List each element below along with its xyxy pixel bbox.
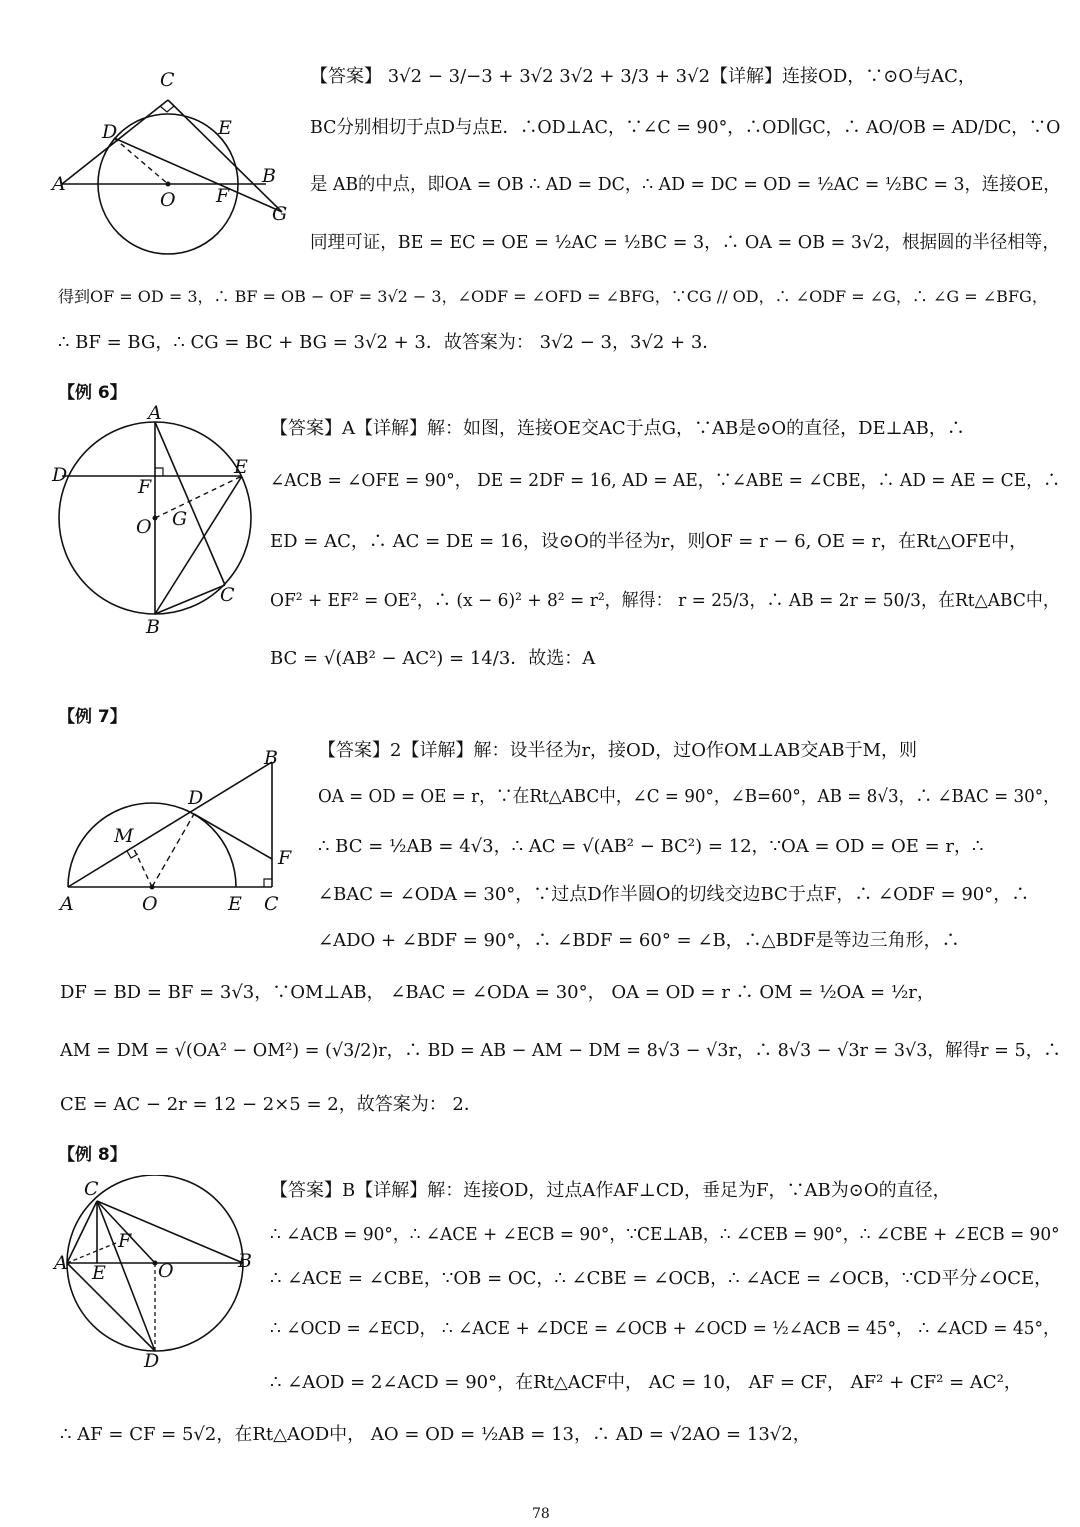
ex7-diagram	[50, 742, 310, 922]
ex8-line-2: ∴ ∠ACB = 90°，∴ ∠ACE + ∠ECB = 90°，∵CE⊥AB，∴ ∠CEB = 90°，∴ ∠CBE + ∠ECB = 90°	[270, 1224, 1060, 1245]
ex7-line-8: CE = AC − 2r = 12 − 2×5 = 2，故答案为： 2．	[60, 1094, 482, 1115]
ex5-label-A: A	[52, 173, 66, 195]
ex8-diagram	[50, 1175, 265, 1370]
ex6-label-F: F	[138, 476, 152, 498]
ex7-label-E: E	[228, 893, 242, 915]
ex7-label-A: A	[60, 893, 74, 915]
ex7-line-7: AM = DM = √(OA² − OM²) = (√3/2)r，∴ BD = AB − AM − DM = 8√3 − √3r，∴ 8√3 − √3r = 3√3，解得r = 5，∴	[60, 1040, 1061, 1061]
ex7-line-2: OA = OD = OE = r，∵在Rt△ABC中，∠C = 90°，∠B=60°，AB = 8√3，∴ ∠BAC = 30°，	[318, 786, 1060, 807]
ex8-line-3: ∴ ∠ACE = ∠CBE，∵OB = OC，∴ ∠CBE = ∠OCB，∴ ∠ACE = ∠OCB，∵CD平分∠OCE，	[270, 1268, 1053, 1289]
ex6-line-3: ED = AC，∴ AC = DE = 16，设⊙O的半径为r，则OF = r − 6, OE = r，在Rt△OFE中，	[270, 531, 1028, 552]
ex5-label-D: D	[102, 121, 118, 143]
ex5-label-E: E	[218, 117, 232, 139]
ex7-line-4: ∠BAC = ∠ODA = 30°，∵过点D作半圆O的切线交边BC于点F，∴ ∠ODF = 90°，∴	[318, 884, 1030, 905]
ex8-line-4: ∴ ∠OCD = ∠ECD， ∴ ∠ACE + ∠DCE = ∠OCB + ∠OCD = ½∠ACB = 45°， ∴ ∠ACD = 45°，	[270, 1318, 1061, 1339]
ex7-label-M: M	[114, 825, 134, 847]
ex8-line-6: ∴ AF = CF = 5√2，在Rt△AOD中， AO = OD = ½AB = 13，∴ AD = √2AO = 13√2，	[60, 1424, 811, 1445]
ex6-line-2: ∠ACB = ∠OFE = 90°， DE = 2DF = 16, AD = AE，∵∠ABE = ∠CBE，∴ AD = AE = CE，∴	[270, 470, 1061, 491]
ex7-line-6: DF = BD = BF = 3√3，∵OM⊥AB， ∠BAC = ∠ODA = 30°， OA = OD = r ∴ OM = ½OA = ½r，	[60, 982, 935, 1003]
ex5-label-B: B	[262, 165, 276, 187]
ex6-line-4: OF² + EF² = OE²，∴ (x − 6)² + 8² = r²，解得： r = 25/3，∴ AB = 2r = 50/3，在Rt△ABC中，	[270, 590, 1060, 611]
ex8-label-E: E	[92, 1262, 106, 1284]
ex8-line-1: 【答案】B【详解】解：连接OD，过点A作AF⊥CD，垂足为F，∵AB为⊙O的直径，	[270, 1180, 951, 1201]
ex6-line-5: BC = √(AB² − AC²) = 14/3．故选：A	[270, 648, 596, 669]
ex7-line-3: ∴ BC = ½AB = 4√3，∴ AC = √(AB² − BC²) = 12，∵OA = OD = OE = r，∴	[318, 836, 984, 857]
ex5-line-1: 【答案】 3√2 − 3/−3 + 3√2 3√2 + 3/3 + 3√2【详解】连接OD，∵⊙O与AC，	[310, 66, 976, 87]
ex8-label-D: D	[144, 1350, 160, 1370]
ex5-label-F: F	[216, 185, 230, 207]
ex5-line-2: BC分别相切于点D与点E．∴OD⊥AC，∵∠C = 90°，∴OD∥GC，∴ AO/OB = AD/DC，∵O	[310, 117, 1061, 138]
ex5-label-G: G	[272, 203, 288, 225]
ex6-line-1: 【答案】A【详解】解：如图，连接OE交AC于点G，∵AB是⊙O的直径，DE⊥AB，∴	[270, 418, 965, 439]
ex5-line-6: ∴ BF = BG，∴ CG = BC + BG = 3√2 + 3．故答案为： 3√2 − 3，3√2 + 3．	[58, 332, 721, 353]
ex7-label-F: F	[278, 847, 292, 869]
ex7-label-C: C	[264, 893, 279, 915]
ex6-label-B: B	[146, 616, 160, 638]
ex5-line-5: 得到OF = OD = 3，∴ BF = OB − OF = 3√2 − 3，∠ODF = ∠OFD = ∠BFG，∵CG // OD，∴ ∠ODF = ∠G，∴ ∠G = ∠BFG，	[58, 287, 1048, 306]
ex8-heading: 【例 8】	[58, 1145, 127, 1165]
ex5-line-4: 同理可证，BE = EC = OE = ½AC = ½BC = 3，∴ OA = OB = 3√2，根据圆的半径相等，	[310, 232, 1060, 253]
ex5-diagram	[50, 60, 305, 260]
ex7-heading: 【例 7】	[58, 707, 127, 727]
ex5-label-O: O	[160, 189, 176, 211]
ex8-label-C: C	[84, 1178, 99, 1200]
ex6-label-G: G	[172, 508, 188, 530]
ex6-label-O: O	[136, 516, 152, 538]
ex6-label-A: A	[148, 405, 162, 424]
ex7-label-B: B	[264, 747, 278, 769]
ex7-label-D: D	[188, 787, 204, 809]
ex6-label-E: E	[234, 456, 248, 478]
ex6-diagram	[50, 405, 265, 640]
ex5-line-3: 是 AB的中点，即OA = OB ∴ AD = DC，∴ AD = DC = OD = ½AC = ½BC = 3，连接OE，	[310, 174, 1061, 195]
ex5-label-C: C	[160, 69, 175, 91]
ex6-label-D: D	[52, 464, 68, 486]
ex7-line-5: ∠ADO + ∠BDF = 90°，∴ ∠BDF = 60° = ∠B，∴△BDF是等边三角形，∴	[318, 930, 960, 951]
ex7-label-O: O	[142, 893, 158, 915]
ex8-label-F: F	[118, 1230, 132, 1252]
page-number: 78	[532, 1506, 550, 1522]
ex8-label-B: B	[238, 1250, 252, 1272]
ex8-label-A: A	[54, 1252, 68, 1274]
ex6-heading: 【例 6】	[58, 383, 127, 403]
ex6-label-C: C	[220, 584, 235, 606]
ex7-line-1: 【答案】2【详解】解：设半径为r，接OD，过O作OM⊥AB交AB于M，则	[318, 740, 917, 761]
ex8-label-O: O	[158, 1260, 174, 1282]
ex8-line-5: ∴ ∠AOD = 2∠ACD = 90°，在Rt△ACF中， AC = 10， AF = CF， AF² + CF² = AC²，	[270, 1372, 1022, 1393]
